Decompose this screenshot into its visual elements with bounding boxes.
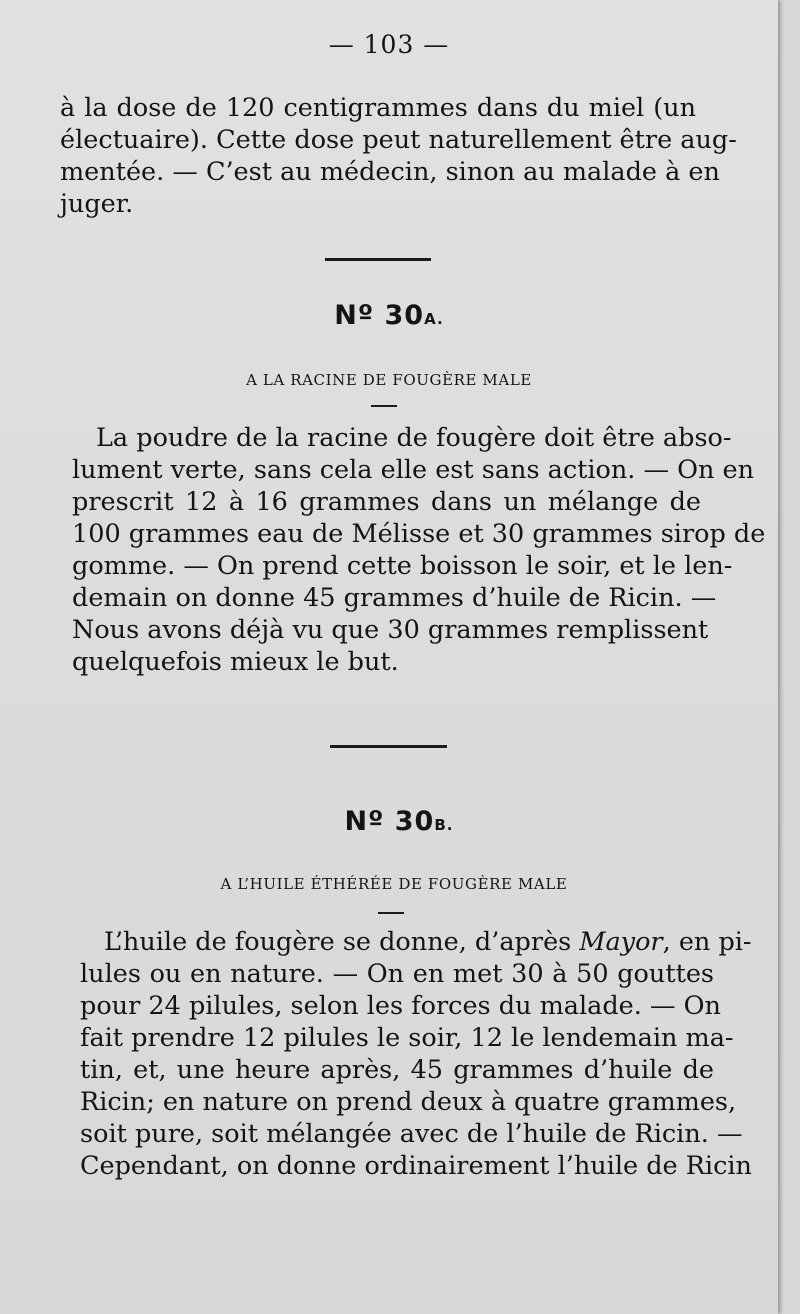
section-30b-paragraph	[80, 926, 752, 1182]
section-number-30b	[0, 806, 778, 837]
text-line: quelquefois mieux le but.	[72, 647, 399, 677]
section-number-main: Nº 30	[344, 806, 435, 837]
text-line: soit pure, soit mélangée avec de l’huile de Ricin. —	[80, 1119, 743, 1149]
text-line: 100 grammes eau de Mélisse et 30 grammes sirop de	[72, 519, 766, 549]
author-name: Mayor	[579, 927, 663, 957]
section-divider-rule	[325, 258, 431, 261]
text-fragment: L’huile de fougère se donne, d’après	[104, 927, 572, 957]
section-title-30a: A LA RACINE DE FOUGÈRE MALE	[246, 371, 532, 389]
section-number-suffix: B.	[434, 816, 454, 834]
text-line: gomme. — On prend cette boisson le soir, et le len-	[72, 551, 733, 581]
text-line: tin, et, une heure après, 45 grammes d’huile de	[80, 1055, 714, 1085]
section-number-main: Nº 30	[334, 300, 425, 331]
text-line: lument verte, sans cela elle est sans action. — On en	[72, 455, 755, 485]
title-dash	[371, 405, 397, 407]
section-number-suffix: A.	[424, 310, 444, 328]
section-30a-paragraph	[72, 422, 766, 678]
text-line: mentée. — C’est au médecin, sinon au malade à en	[60, 157, 720, 187]
section-divider-rule	[330, 745, 447, 748]
page-number: — 103 —	[328, 30, 450, 59]
intro-paragraph	[60, 92, 737, 220]
text-line: Nous avons déjà vu que 30 grammes remplissent	[72, 615, 709, 645]
text-line: Cependant, on donne ordinairement l’huile de Ricin	[80, 1151, 752, 1181]
text-line: juger.	[60, 189, 134, 219]
text-line: fait prendre 12 pilules le soir, 12 le lendemain ma-	[80, 1023, 734, 1053]
section-number-30a	[0, 300, 778, 331]
text-line: à la dose de 120 centigrammes dans du miel (un	[60, 93, 696, 123]
text-line: Ricin; en nature on prend deux à quatre grammes,	[80, 1087, 737, 1117]
text-line: demain on donne 45 grammes d’huile de Ricin. —	[72, 583, 717, 613]
text-line: pour 24 pilules, selon les forces du malade. — On	[80, 991, 721, 1021]
text-line: prescrit 12 à 16 grammes dans un mélange de	[72, 487, 701, 517]
text-line: lules ou en nature. — On en met 30 à 50 gouttes	[80, 959, 714, 989]
text-line: électuaire). Cette dose peut naturellement être aug-	[60, 125, 737, 155]
text-line: La poudre de la racine de fougère doit être abso-	[96, 423, 732, 453]
section-title-30b: A L’HUILE ÉTHÉRÉE DE FOUGÈRE MALE	[220, 875, 568, 893]
text-line	[80, 926, 752, 958]
text-fragment: , en pi-	[662, 927, 752, 957]
title-dash	[378, 912, 404, 914]
